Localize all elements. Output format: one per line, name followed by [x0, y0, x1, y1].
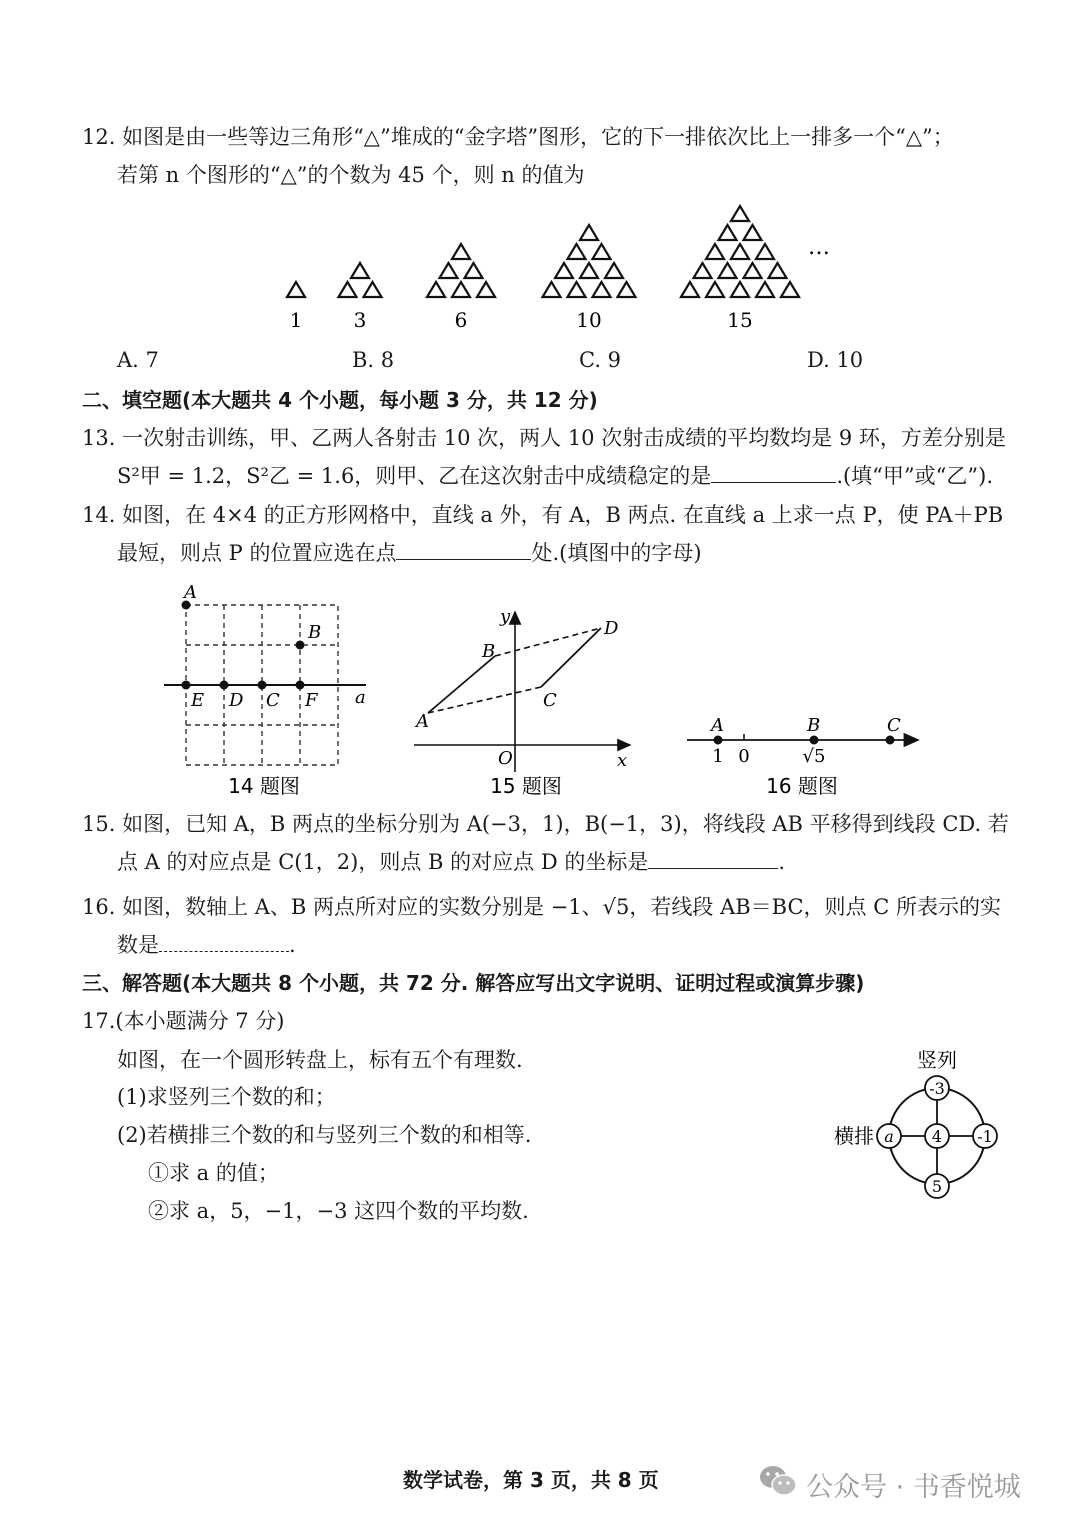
- q15-line2-end: .: [778, 850, 786, 874]
- wheel-value-left: a: [884, 1127, 894, 1146]
- fig14-label-line-a: a: [355, 687, 366, 708]
- fig15-label-b: B: [482, 641, 496, 662]
- q17-subpart-1: ①求 a 的值；: [148, 1161, 279, 1185]
- section-2-title: 二、填空题(本大题共 4 个小题，每小题 3 分，共 12 分): [82, 388, 598, 412]
- pyramid-ellipsis: …: [808, 235, 830, 260]
- fig14-label-b: B: [308, 622, 322, 643]
- q13-variance-yi: S²乙 = 1.6，则甲、乙在这次射击中成绩稳定的是: [246, 464, 712, 488]
- fig16-caption: 16 题图: [766, 774, 838, 798]
- q17-head: 17.(本小题满分 7 分): [82, 1009, 285, 1033]
- section-3-title: 三、解答题(本大题共 8 个小题，共 72 分. 解答应写出文字说明、证明过程或演算步骤): [82, 971, 865, 995]
- q13-line1: 13. 一次射击训练，甲、乙两人各射击 10 次，两人 10 次射击成绩的平均数均是 9 环，方差分别是: [82, 426, 1006, 450]
- fig15-label-x: x: [617, 750, 628, 771]
- fig16-label-b: B: [807, 715, 821, 736]
- fig16-label-c: C: [887, 715, 901, 736]
- wheel-value-top: -3: [929, 1079, 945, 1098]
- q15-line2-start: 点 A 的对应点是 C(1，2)，则点 B 的对应点 D 的坐标是: [117, 850, 649, 874]
- fig16-tick-sqrt5: √5: [802, 746, 826, 767]
- fig15-label-d: D: [604, 618, 619, 639]
- fig16-label-a: A: [711, 715, 724, 736]
- wechat-icon: [758, 1463, 798, 1499]
- q12-option-b: B. 8: [352, 348, 395, 372]
- q14-line1: 14. 如图，在 4×4 的正方形网格中，直线 a 外，有 A，B 两点. 在直线 a 上求一点 P，使 PA＋PB: [82, 503, 1004, 527]
- q15-line1: 15. 如图，已知 A，B 两点的坐标分别为 A(−3，1)，B(−1，3)，将线段 AB 平移得到线段 CD. 若: [82, 812, 1009, 836]
- q12-option-d: D. 10: [807, 348, 864, 372]
- wheel-value-center: 4: [931, 1127, 943, 1146]
- wheel-value-right: -1: [977, 1127, 993, 1146]
- pyramid-label-2: 3: [353, 308, 367, 332]
- q12-option-a: A. 7: [117, 348, 159, 372]
- pyramid-label-3: 6: [454, 308, 468, 332]
- fig14-label-c: C: [266, 690, 280, 711]
- q16-line2-start: 数是: [117, 933, 159, 957]
- wheel-label-horizontal: 横排: [834, 1124, 874, 1148]
- q13-tail: .(填“甲”或“乙”).: [836, 464, 993, 488]
- fig14-label-f: F: [305, 690, 318, 711]
- pyramid-label-5: 15: [727, 308, 753, 332]
- wheel-value-bottom: 5: [931, 1177, 943, 1196]
- page-footer: 数学试卷，第 3 页，共 8 页: [403, 1468, 659, 1492]
- q12-line1: 12. 如图是由一些等边三角形“△”堆成的“金字塔”图形，它的下一排依次比上一排多一个“△”；: [82, 125, 954, 149]
- q12-option-c: C. 9: [579, 348, 622, 372]
- q14-line2-end: 处.(填图中的字母): [531, 541, 702, 565]
- watermark-text: 公众号 · 书香悦城: [806, 1472, 1021, 1503]
- q17-part-1: (1)求竖列三个数的和；: [117, 1085, 336, 1109]
- pyramid-label-4: 10: [576, 308, 602, 332]
- fig15-label-o: O: [498, 748, 513, 769]
- q13-variance-jia: S²甲 = 1.2，: [117, 464, 247, 488]
- fig15-label-c: C: [543, 690, 557, 711]
- q17-intro: 如图，在一个圆形转盘上，标有五个有理数.: [117, 1048, 523, 1072]
- q17-part-2: (2)若横排三个数的和与竖列三个数的和相等.: [117, 1123, 532, 1147]
- fig16-tick-zero: 0: [738, 746, 750, 767]
- q16-line1: 16. 如图，数轴上 A、B 两点所对应的实数分别是 −1、√5，若线段 AB＝BC，则点 C 所表示的实: [82, 895, 1001, 919]
- wheel-label-vertical: 竖列: [917, 1048, 957, 1072]
- q16-line2-end: .: [289, 933, 296, 957]
- fig15-label-y: y: [500, 606, 511, 627]
- fig15-caption: 15 题图: [490, 774, 562, 798]
- fig14-label-d: D: [229, 690, 244, 711]
- fig16-tick-minus-one: 1: [712, 746, 724, 767]
- q14-line2-start: 最短，则点 P 的位置应选在点: [117, 541, 397, 565]
- fig14-caption: 14 题图: [228, 774, 300, 798]
- q17-subpart-2: ②求 a，5，−1，−3 这四个数的平均数.: [148, 1199, 529, 1223]
- fig14-label-e: E: [191, 690, 205, 711]
- fig15-label-a: A: [416, 711, 429, 732]
- fig14-label-a-point: A: [184, 582, 197, 603]
- pyramid-label-1: 1: [289, 308, 303, 332]
- q12-line2: 若第 n 个图形的“△”的个数为 45 个，则 n 的值为: [117, 163, 585, 187]
